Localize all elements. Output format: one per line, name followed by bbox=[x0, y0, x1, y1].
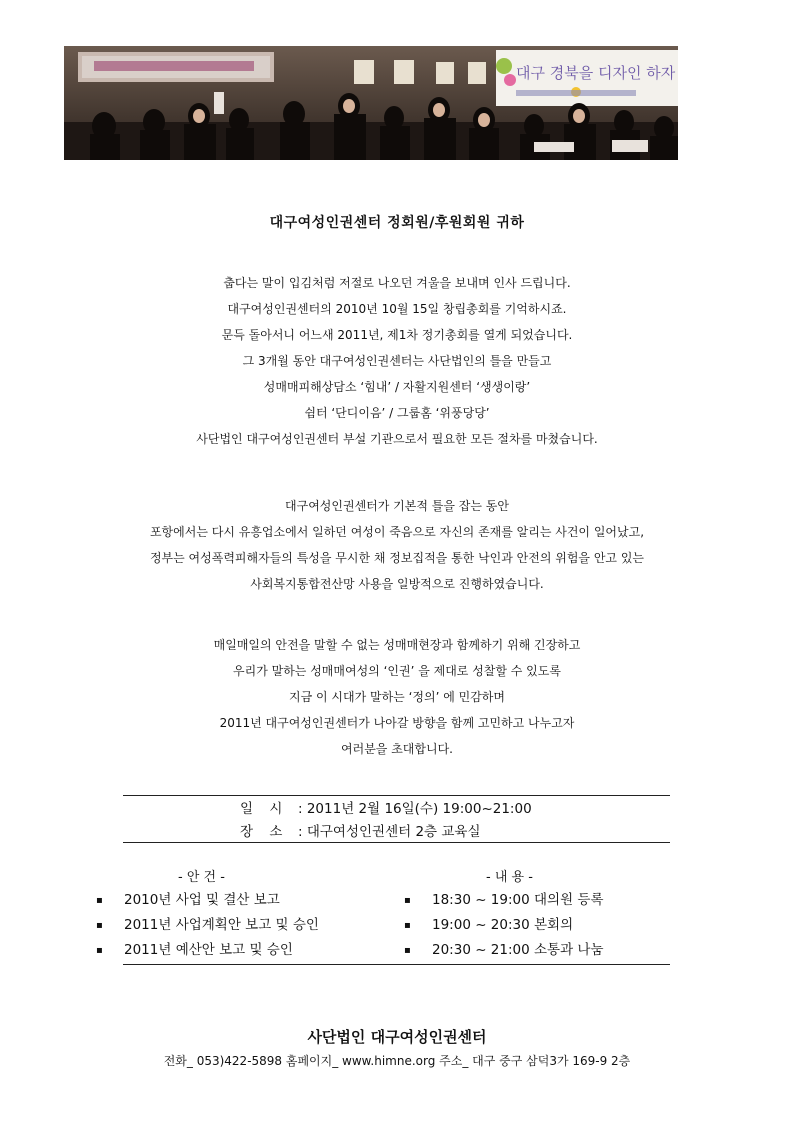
schedule-item-text: 19:00 ~ 20:30 본회의 bbox=[432, 917, 574, 933]
paragraph-line: 여러분을 초대합니다. bbox=[341, 742, 453, 756]
paragraph-line: 사단법인 대구여성인권센터 부설 기관으로서 필요한 모든 절차를 마쳤습니다. bbox=[196, 432, 598, 446]
schedule-header: - 내 용 - bbox=[486, 870, 533, 885]
schedule-item-text: 20:30 ~ 21:00 소통과 나눔 bbox=[432, 942, 604, 958]
list-item bbox=[404, 913, 604, 938]
paragraph-context bbox=[40, 493, 754, 597]
list-item bbox=[404, 888, 604, 913]
paragraph-line: 춥다는 말이 입김처럼 저절로 나오던 겨울을 보내며 인사 드립니다. bbox=[223, 276, 571, 290]
list-item bbox=[96, 913, 319, 938]
paragraph-line: 지금 이 시대가 말하는 ‘정의’ 에 민감하며 bbox=[289, 690, 505, 704]
paragraph-line: 정부는 여성폭력피해자들의 특성을 무시한 채 정보집적을 통한 낙인과 안전의 위험을 안고 있는 bbox=[149, 551, 645, 565]
agenda-list bbox=[96, 888, 319, 963]
organization-name: 사단법인 대구여성인권센터 bbox=[307, 1028, 487, 1046]
paragraph-line: 성매매피해상담소 ‘힘내’ / 자활지원센터 ‘생생이랑’ bbox=[263, 380, 531, 394]
event-date bbox=[240, 797, 532, 817]
agenda-item-text: 2010년 사업 및 결산 보고 bbox=[124, 892, 280, 908]
event-photo-illustration bbox=[64, 46, 678, 160]
event-place-value: : 대구여성인권센터 2층 교육실 bbox=[298, 824, 481, 840]
bullet-icon: ▪ bbox=[404, 920, 411, 931]
event-date-value: : 2011년 2월 16일(수) 19:00~21:00 bbox=[298, 801, 532, 817]
bullet-icon: ▪ bbox=[404, 895, 411, 906]
schedule-item-text: 18:30 ~ 19:00 대의원 등록 bbox=[432, 892, 604, 908]
banner-sign-text: 대구 경북을 디자인 하자 bbox=[516, 64, 676, 82]
paragraph-invitation bbox=[40, 632, 754, 762]
paragraph-line: 문득 돌아서니 어느새 2011년, 제1차 정기총회를 열게 되었습니다. bbox=[221, 328, 573, 342]
paragraph-line: 사회복지통합전산망 사용을 일방적으로 진행하였습니다. bbox=[250, 577, 544, 591]
paragraph-line: 매일매일의 안전을 말할 수 없는 성매매현장과 함께하기 위해 긴장하고 bbox=[213, 638, 581, 652]
paragraph-line: 우리가 말하는 성매매여성의 ‘인권’ 을 제대로 성찰할 수 있도록 bbox=[233, 664, 561, 678]
bullet-icon: ▪ bbox=[404, 945, 411, 956]
list-item bbox=[96, 888, 319, 913]
paragraph-line: 대구여성인권센터가 기본적 틀을 잡는 동안 bbox=[285, 499, 509, 513]
paragraph-greeting bbox=[40, 270, 754, 452]
paragraph-line: 그 3개월 동안 대구여성인권센터는 사단법인의 틀을 만들고 bbox=[242, 354, 552, 368]
letter-title: 대구여성인권센터 정회원/후원회원 귀하 bbox=[269, 215, 525, 231]
schedule-list bbox=[404, 888, 604, 963]
event-date-label: 일 시 bbox=[240, 801, 289, 817]
divider-top bbox=[123, 795, 670, 796]
event-photo bbox=[64, 46, 678, 160]
paragraph-line: 2011년 대구여성인권센터가 나아갈 방향을 함께 고민하고 나누고자 bbox=[219, 716, 575, 730]
bullet-icon: ▪ bbox=[96, 895, 103, 906]
event-place bbox=[240, 820, 481, 840]
agenda-header: - 안 건 - bbox=[178, 870, 225, 885]
event-place-label: 장 소 bbox=[240, 824, 289, 840]
agenda-item-text: 2011년 예산안 보고 및 승인 bbox=[124, 942, 293, 958]
paragraph-line: 쉼터 ‘단디이음’ / 그룹홈 ‘위풍당당’ bbox=[304, 406, 490, 420]
contact-info: 전화_ 053)422-5898 홈페이지_ www.himne.org 주소_ 대구 중구 삼덕3가 169-9 2층 bbox=[163, 1054, 631, 1068]
bullet-icon: ▪ bbox=[96, 920, 103, 931]
list-item bbox=[404, 938, 604, 963]
bullet-icon: ▪ bbox=[96, 945, 103, 956]
paragraph-line: 대구여성인권센터의 2010년 10월 15일 창립총회를 기억하시죠. bbox=[227, 302, 567, 316]
list-item bbox=[96, 938, 319, 963]
divider-bottom bbox=[123, 964, 670, 965]
paragraph-line: 포항에서는 다시 유흥업소에서 일하던 여성이 죽음으로 자신의 존재를 알리는 사건이 일어났고, bbox=[149, 525, 645, 539]
divider-middle bbox=[123, 842, 670, 843]
agenda-item-text: 2011년 사업계획안 보고 및 승인 bbox=[124, 917, 319, 933]
